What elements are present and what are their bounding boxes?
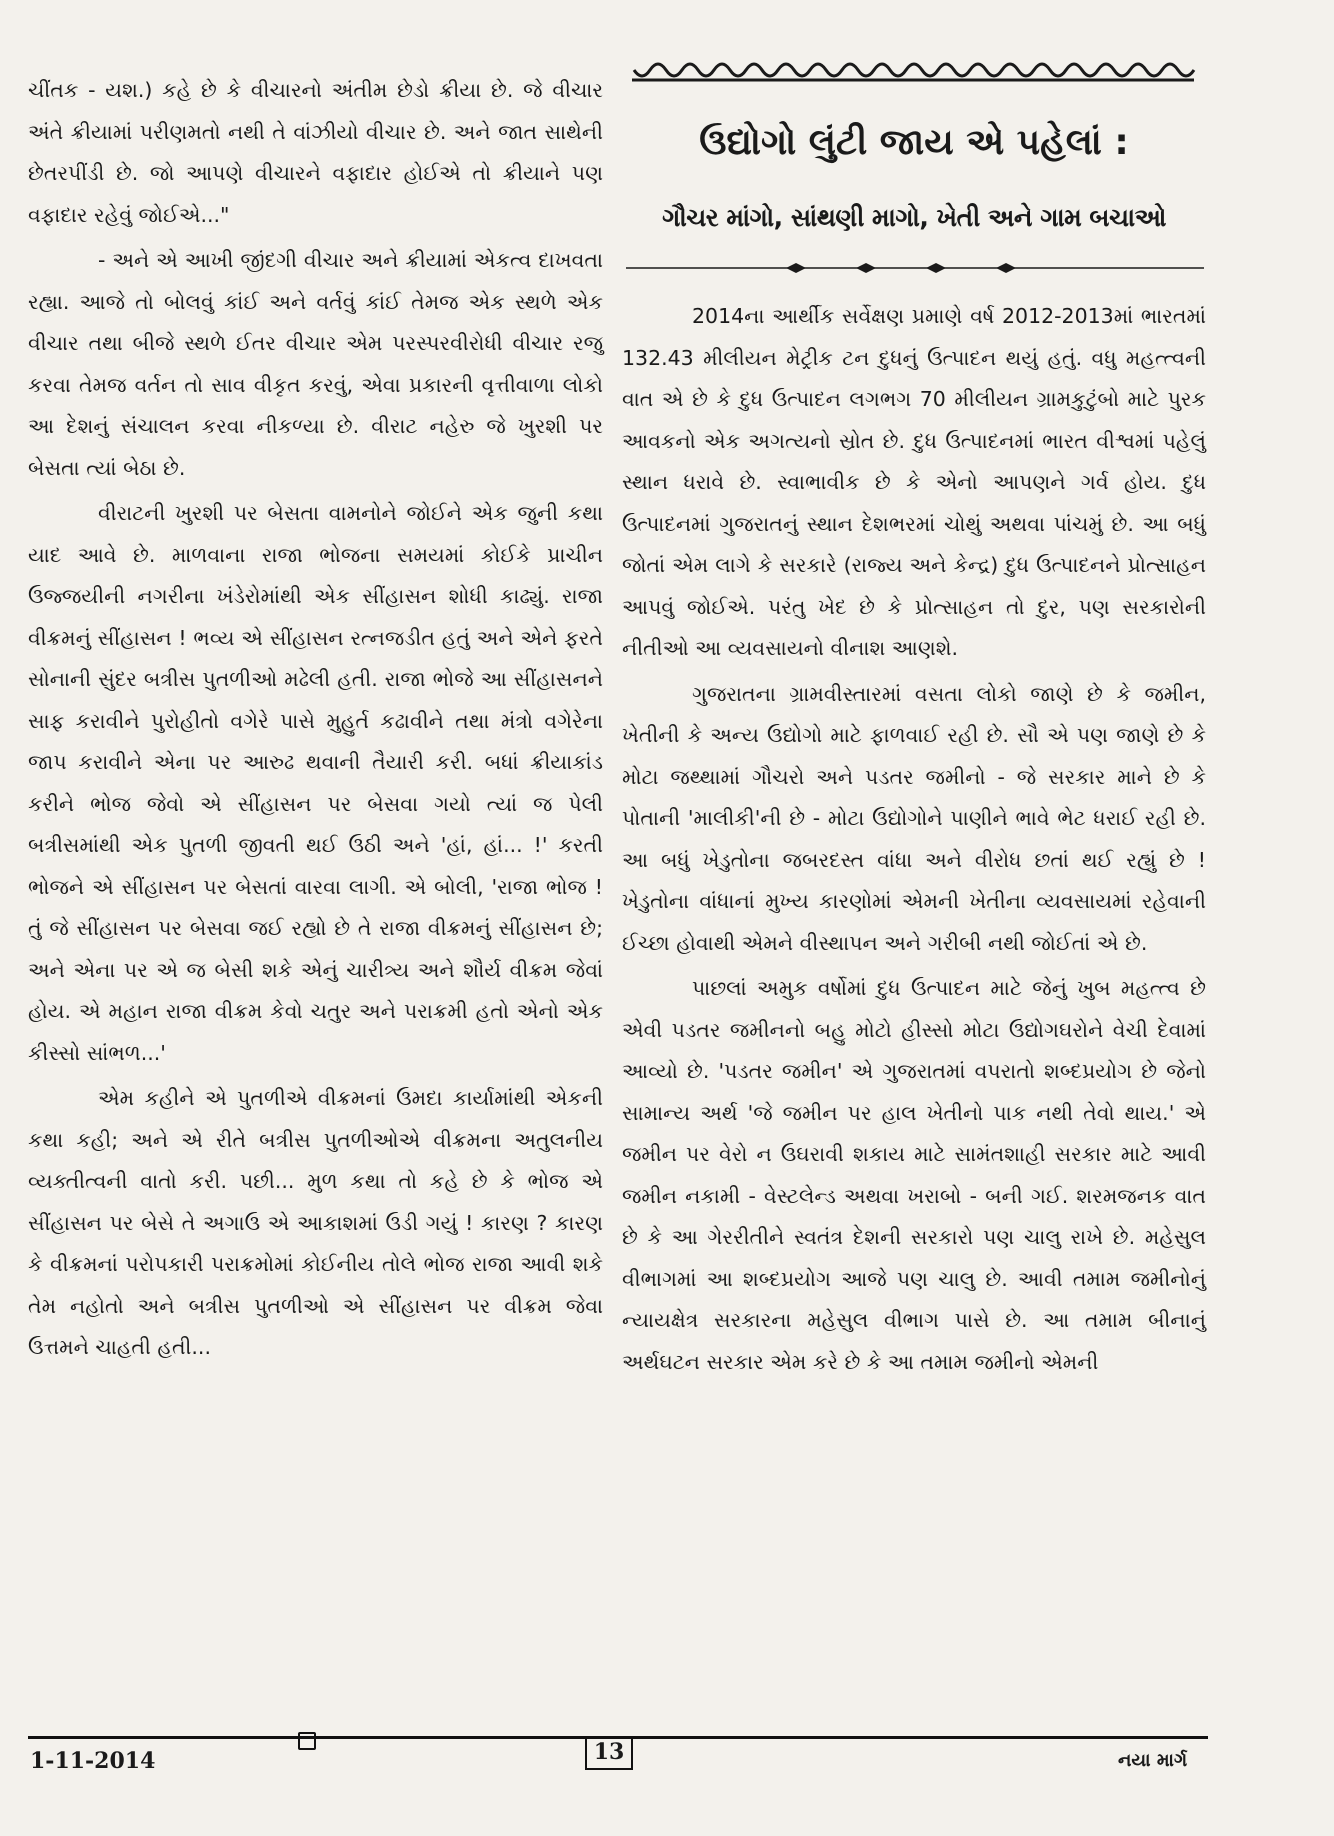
decorative-border-ornament: [628, 60, 1200, 88]
paragraph: વીરાટની ખુરશી પર બેસતા વામનોને જોઈને એક જુની કથા યાદ આવે છે. માળવાના રાજા ભોજના સમયમાં કોઈકે પ્રાચીન ઉજ્જયીની નગરીના ખંડેરોમાંથી એક સીંહાસન શોધી કાઢ્યું. રાજા વીક્રમનું સીંહાસન ! ભવ્ય એ સીંહાસન રત્નજડીત હતું અને એને ફરતે સોનાની સુંદર બત્રીસ પુતળીઓ મઢેલી હતી. રાજા ભોજે આ સીંહાસનને સાફ કરાવીને પુરોહીતો વગેરે પાસે મુહુર્ત કઢાવીને તથા મંત્રો વગેરેના જાપ કરાવીને એના પર આરુઢ થવાની તૈયારી કરી. બધાં ક્રીયાકાંડ કરીને ભોજ જેવો એ સીંહાસન પર બેસવા ગયો ત્યાં જ પેલી બત્રીસમાંથી એક પુતળી જીવતી થઈ ઉઠી અને 'હાં, હાં... !' કરતી ભોજને એ સીંહાસન પર બેસતાં વારવા લાગી. એ બોલી, 'રાજા ભોજ ! તું જે સીંહાસન પર બેસવા જઈ રહ્યો છે તે રાજા વીક્રમનું સીંહાસન છે; અને એના પર એ જ બેસી શકે એનું ચારીત્ર્ય અને શૌર્ય વીક્રમ જેવાં હોય. એ મહાન રાજા વીક્રમ કેવો ચતુર અને પરાક્રમી હતો એનો એક કીસ્સો સાંભળ...': [28, 501, 603, 1065]
article-body: [622, 296, 1206, 1387]
left-column: [28, 70, 603, 1373]
paragraph: ચીંતક - યશ.) કહે છે કે વીચારનો અંતીમ છેડો ક્રીયા છે. જે વીચાર અંતે ક્રીયામાં પરીણમતો નથી તે વાંઝીયો વીચાર છે. અને જાત સાથેની છેતરપીંડી છે. જો આપણે વીચારને વફાદાર હોઈએ તો ક્રીયાને પણ વફાદાર રહેવું જોઈએ...": [28, 78, 603, 227]
paragraph: એમ કહીને એ પુતળીએ વીક્રમનાં ઉમદા કાર્યામાંથી એકની કથા કહી; અને એ રીતે બત્રીસ પુતળીઓએ વીક્રમના અતુલનીય વ્યક્તીત્વની વાતો કરી. પછી... મુળ કથા તો કહે છે કે ભોજ એ સીંહાસન પર બેસે તે અગાઉ એ આકાશમાં ઉડી ગયું ! કારણ ? કારણ કે વીક્રમનાં પરોપકારી પરાક્રમોમાં કોઈનીય તોલે ભોજ રાજા આવી શકે તેમ નહોતો અને બત્રીસ પુતળીઓ એ સીંહાસન પર વીક્રમ જેવા ઉત્તમને ચાહતી હતી...: [28, 1086, 603, 1359]
publication-name: નયા માર્ગ: [1118, 1750, 1188, 1771]
paragraph: ગુજરાતના ગ્રામવીસ્તારમાં વસતા લોકો જાણે છે કે જમીન, ખેતીની કે અન્ય ઉદ્યોગો માટે ફાળવાઈ રહી છે. સૌ એ પણ જાણે છે કે મોટા જથ્થામાં ગૌચરો અને પડતર જમીનો - જે સરકાર માને છે કે પોતાની 'માલીકી'ની છે - મોટા ઉદ્યોગોને પાણીને ભાવે ભેટ ધરાઈ રહી છે. આ બધું ખેડુતોના જબરદસ્ત વાંધા અને વીરોધ છતાં થઈ રહ્યું છે ! ખેડુતોના વાંધાનાં મુખ્ય કારણોમાં એમની ખેતીના વ્યવસાયમાં રહેવાની ઈચ્છા હોવાથી એમને વીસ્થાપન અને ગરીબી નથી જોઈતાં એ છે.: [622, 681, 1206, 955]
page-number: 13: [585, 1736, 633, 1770]
end-of-article-square-icon: [298, 1732, 316, 1750]
paragraph: - અને એ આખી જીંદગી વીચાર અને ક્રીયામાં એકત્વ દાખવતા રહ્યા. આજે તો બોલવું કાંઈ અને વર્તવું કાંઈ તેમજ એક સ્થળે એક વીચાર તથા બીજે સ્થળે ઈતર વીચાર એમ પરસ્પરવીરોધી વીચાર રજુ કરવા તેમજ વર્તન તો સાવ વીકૃત કરવું, એવા પ્રકારની વૃત્તીવાળા લોકો આ દેશનું સંચાલન કરવા નીકળ્યા છે. વીરાટ નહેરુ જે ખુરશી પર બેસતા ત્યાં બેઠા છે.: [28, 248, 603, 480]
paragraph: પાછલાં અમુક વર્ષોમાં દુધ ઉત્પાદન માટે જેનું ખુબ મહત્ત્વ છે એવી પડતર જમીનનો બહુ મોટો હીસ્સો મોટા ઉદ્યોગઘરોને વેચી દેવામાં આવ્યો છે. 'પડતર જમીન' એ ગુજરાતમાં વપરાતો શબ્દપ્રયોગ છે જેનો સામાન્ય અર્થ 'જે જમીન પર હાલ ખેતીનો પાક નથી તેવો થાય.' એ જમીન પર વેરો ન ઉઘરાવી શકાય માટે સામંતશાહી સરકાર માટે આવી જમીન નકામી - વેસ્ટલેન્ડ અથવા ખરાબો - બની ગઈ. શરમજનક વાત છે કે આ ગેરરીતીને સ્વતંત્ર દેશની સરકારો પણ ચાલુ રાખે છે. મહેસુલ વીભાગમાં આ શબ્દપ્રયોગ આજે પણ ચાલુ છે. આવી તમામ જમીનોનું ન્યાયક્ષેત્ર સરકારના મહેસુલ વીભાગ પાસે છે. આ તમામ બીનાનું અર્થઘટન સરકાર એમ કરે છે કે આ તમામ જમીનો એમની: [622, 976, 1206, 1374]
paragraph: 2014ના આર્થીક સર્વેક્ષણ પ્રમાણે વર્ષ 2012-2013માં ભારતમાં 132.43 મીલીયન મેટ્રીક ટન દુધનું ઉત્પાદન થયું હતું. વધુ મહત્ત્વની વાત એ છે કે દુધ ઉત્પાદન લગભગ 70 મીલીયન ગ્રામકુટુંબો માટે પુરક આવકનો એક અગત્યનો સ્રોત છે. દુધ ઉત્પાદનમાં ભારત વીશ્વમાં પહેલું સ્થાન ધરાવે છે. સ્વાભાવીક છે કે એનો આપણને ગર્વ હોય. દુધ ઉત્પાદનમાં ગુજરાતનું સ્થાન દેશભરમાં ચોથું અથવા પાંચમું છે. આ બધું જોતાં એમ લાગે કે સરકારે (રાજ્ય અને કેન્દ્ર) દુધ ઉત્પાદનને પ્રોત્સાહન આપવું જોઈએ. પરંતુ ખેદ છે કે પ્રોત્સાહન તો દુર, પણ સરકારોની નીતીઓ આ વ્યવસાયનો વીનાશ આણશે.: [622, 304, 1206, 660]
decorative-divider-ornament: [626, 256, 1204, 280]
article-subheadline: ગૌચર માંગો, સાંથણી માગો, ખેતી અને ગામ બચાઓ: [662, 203, 1166, 232]
issue-date: 1-11-2014: [30, 1748, 156, 1774]
article-headline: ઉદ્યોગો લુંટી જાય એ પહેલાં :: [699, 122, 1129, 163]
